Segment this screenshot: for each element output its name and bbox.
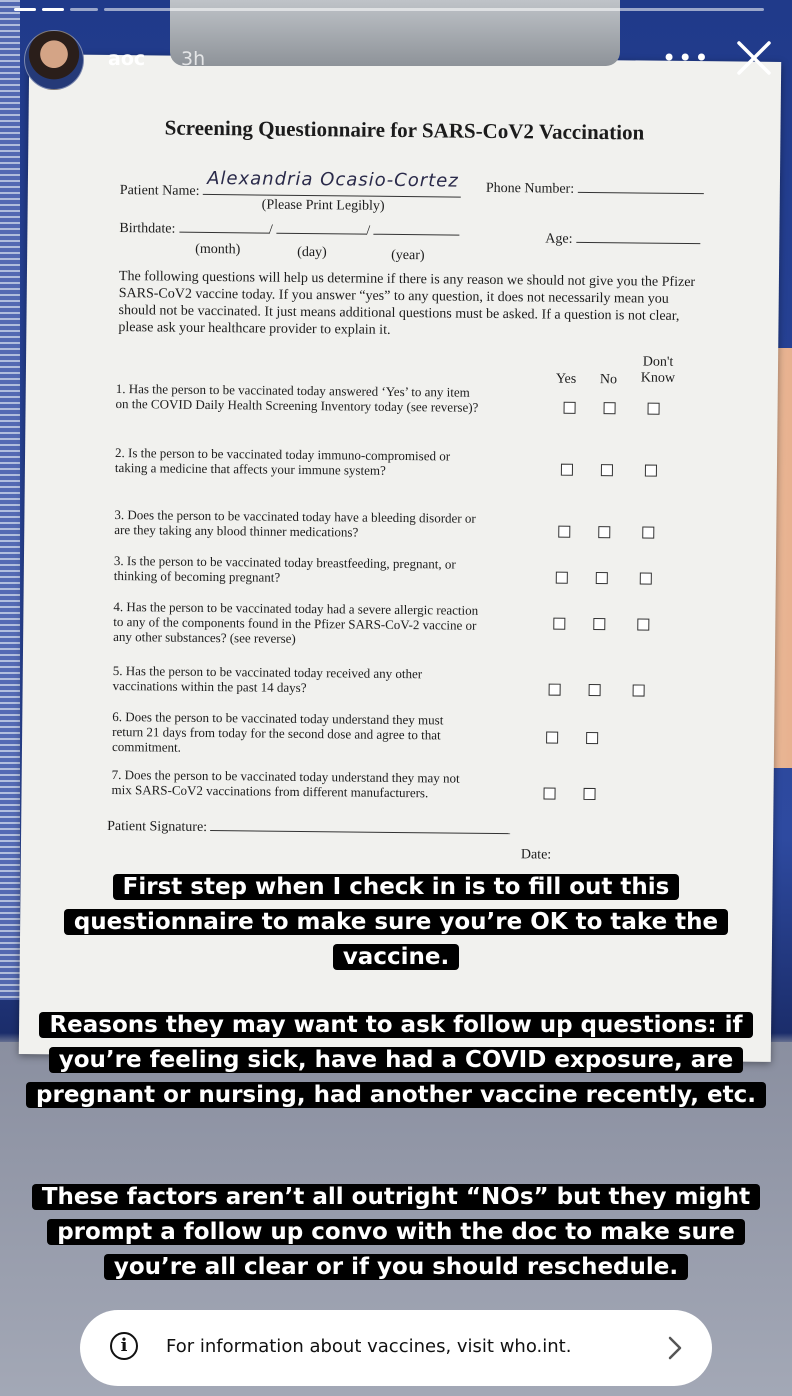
checkbox-q3-yes[interactable] [558, 526, 570, 538]
story-progress-segment [42, 8, 64, 11]
checkbox-q3b-no[interactable] [596, 572, 608, 584]
checkbox-q5-yes[interactable] [549, 684, 561, 696]
info-icon: i [110, 1332, 138, 1360]
checkbox-q5-dont-know[interactable] [633, 684, 645, 696]
print-note: (Please Print Legibly) [261, 197, 385, 214]
phone-line [578, 182, 704, 194]
checkbox-q4-yes[interactable] [553, 618, 565, 630]
caption-1-text: First step when I check in is to fill out this questionnaire to make sure you’re OK to take the vaccine. [64, 874, 728, 970]
day-line [276, 223, 366, 235]
story-progress-segment [14, 8, 36, 11]
month-label: (month) [195, 241, 241, 258]
time-ago: 3h [181, 48, 206, 70]
checkbox-q7-yes[interactable] [543, 788, 555, 800]
signature-line [211, 820, 511, 834]
checkbox-q2-dont-know[interactable] [645, 465, 657, 477]
checkbox-q4-dont-know[interactable] [637, 618, 649, 630]
caption-3 [0, 1180, 792, 1285]
question-4: 4. Has the person to be vaccinated today had a severe allergic reaction to any of the components found in the Pfizer SARS-CoV-2 vaccine or any other substances? (see reverse) [113, 599, 479, 646]
question-2: 2. Is the person to be vaccinated today immuno-compromised or taking a medicine that affects your immune system? [114, 445, 451, 478]
checkbox-q1-no[interactable] [604, 402, 616, 414]
username[interactable]: aoc [108, 48, 146, 70]
story-progress-segment [70, 8, 98, 11]
checkbox-q3b-dont-know[interactable] [640, 573, 652, 585]
signature-row [107, 819, 511, 839]
checkbox-q3-no[interactable] [598, 526, 610, 538]
question-7: 7. Does the person to be vaccinated today understand they may not mix SARS-CoV2 vaccinations from different manufacturers. [111, 766, 460, 801]
checkbox-q6-no[interactable] [586, 732, 598, 744]
age-row [545, 232, 700, 250]
avatar[interactable] [24, 30, 84, 90]
chevron-right-icon[interactable] [665, 1336, 685, 1360]
checkbox-q3b-yes[interactable] [556, 572, 568, 584]
caption-2 [0, 1008, 792, 1113]
question-5: 5. Has the person to be vaccinated today received any other vaccinations within the past 14 days? [112, 662, 423, 696]
checkbox-q2-no[interactable] [601, 464, 613, 476]
checkbox-q5-no[interactable] [589, 684, 601, 696]
checkbox-q4-no[interactable] [593, 618, 605, 630]
caption-2-text: Reasons they may want to ask follow up questions: if you’re feeling sick, have had a COVID exposure, are pregnant or nursing, had another vaccine recently, etc. [26, 1012, 766, 1108]
checkbox-q7-no[interactable] [583, 788, 595, 800]
more-horizontal-icon[interactable]: ••• [662, 44, 711, 72]
checkbox-q6-yes[interactable] [546, 732, 558, 744]
checkbox-q1-dont-know[interactable] [648, 403, 660, 415]
question-3: 3. Does the person to be vaccinated today have a bleeding disorder or are they taking any blood thinner medications? [114, 507, 476, 540]
question-6: 6. Does the person to be vaccinated today understand they must return 21 days from today for the second dose and agree to that commitment. [111, 708, 444, 755]
info-text: For information about vaccines, visit who.int. [166, 1336, 572, 1357]
caption-3-text: These factors aren’t all outright “NOs” but they might prompt a follow up convo with the doc to make sure you’re all clear or if you should reschedule. [32, 1184, 760, 1280]
info-bar[interactable] [80, 1310, 712, 1386]
month-line [179, 222, 269, 234]
form-title: Screening Questionnaire for SARS-CoV2 Vaccination [164, 115, 645, 145]
day-label: (day) [297, 244, 327, 261]
patient-name-line [203, 167, 461, 198]
question-3b: 3. Is the person to be vaccinated today breastfeeding, pregnant, or thinking of becoming pregnant? [113, 553, 456, 585]
col-no: No [599, 372, 618, 388]
checkbox-q3-dont-know[interactable] [642, 527, 654, 539]
phone-label: Phone Number: [485, 180, 575, 197]
phone-row [486, 181, 704, 199]
birthdate-row: Birthdate: / / [119, 221, 459, 241]
close-icon[interactable] [736, 40, 772, 76]
signature-label: Patient Signature: [107, 818, 208, 835]
birthdate-label: Birthdate: [119, 221, 176, 237]
year-label: (year) [391, 247, 425, 264]
intro-text: The following questions will help us determine if there is any reason we should not give you the Pfizer SARS-CoV2 vaccine today. If you answer “yes” to any question, it does not necessarily mean you should not be vaccinated. It just means additional questions must be asked. If a question is not clear, please ask your healthcare provider to explain it. [118, 269, 696, 338]
year-line [374, 224, 460, 236]
col-yes: Yes [555, 371, 577, 387]
question-1: 1. Has the person to be vaccinated today answered ‘Yes’ to any item on the COVID Daily Health Screening Inventory today (see reverse)? [115, 381, 479, 415]
story-progress-track [104, 8, 764, 11]
age-label: Age: [545, 231, 573, 247]
col-dont-know: Don't Know [640, 354, 676, 386]
caption-1 [0, 870, 792, 975]
date-label: Date: [520, 847, 552, 863]
checkbox-q1-yes[interactable] [564, 402, 576, 414]
age-line [576, 232, 700, 244]
background-ruler [0, 0, 20, 1000]
patient-name-label: Patient Name: [119, 183, 200, 199]
checkbox-q2-yes[interactable] [561, 464, 573, 476]
patient-name-value: Alexandria Ocasio-Cortez [207, 167, 459, 192]
